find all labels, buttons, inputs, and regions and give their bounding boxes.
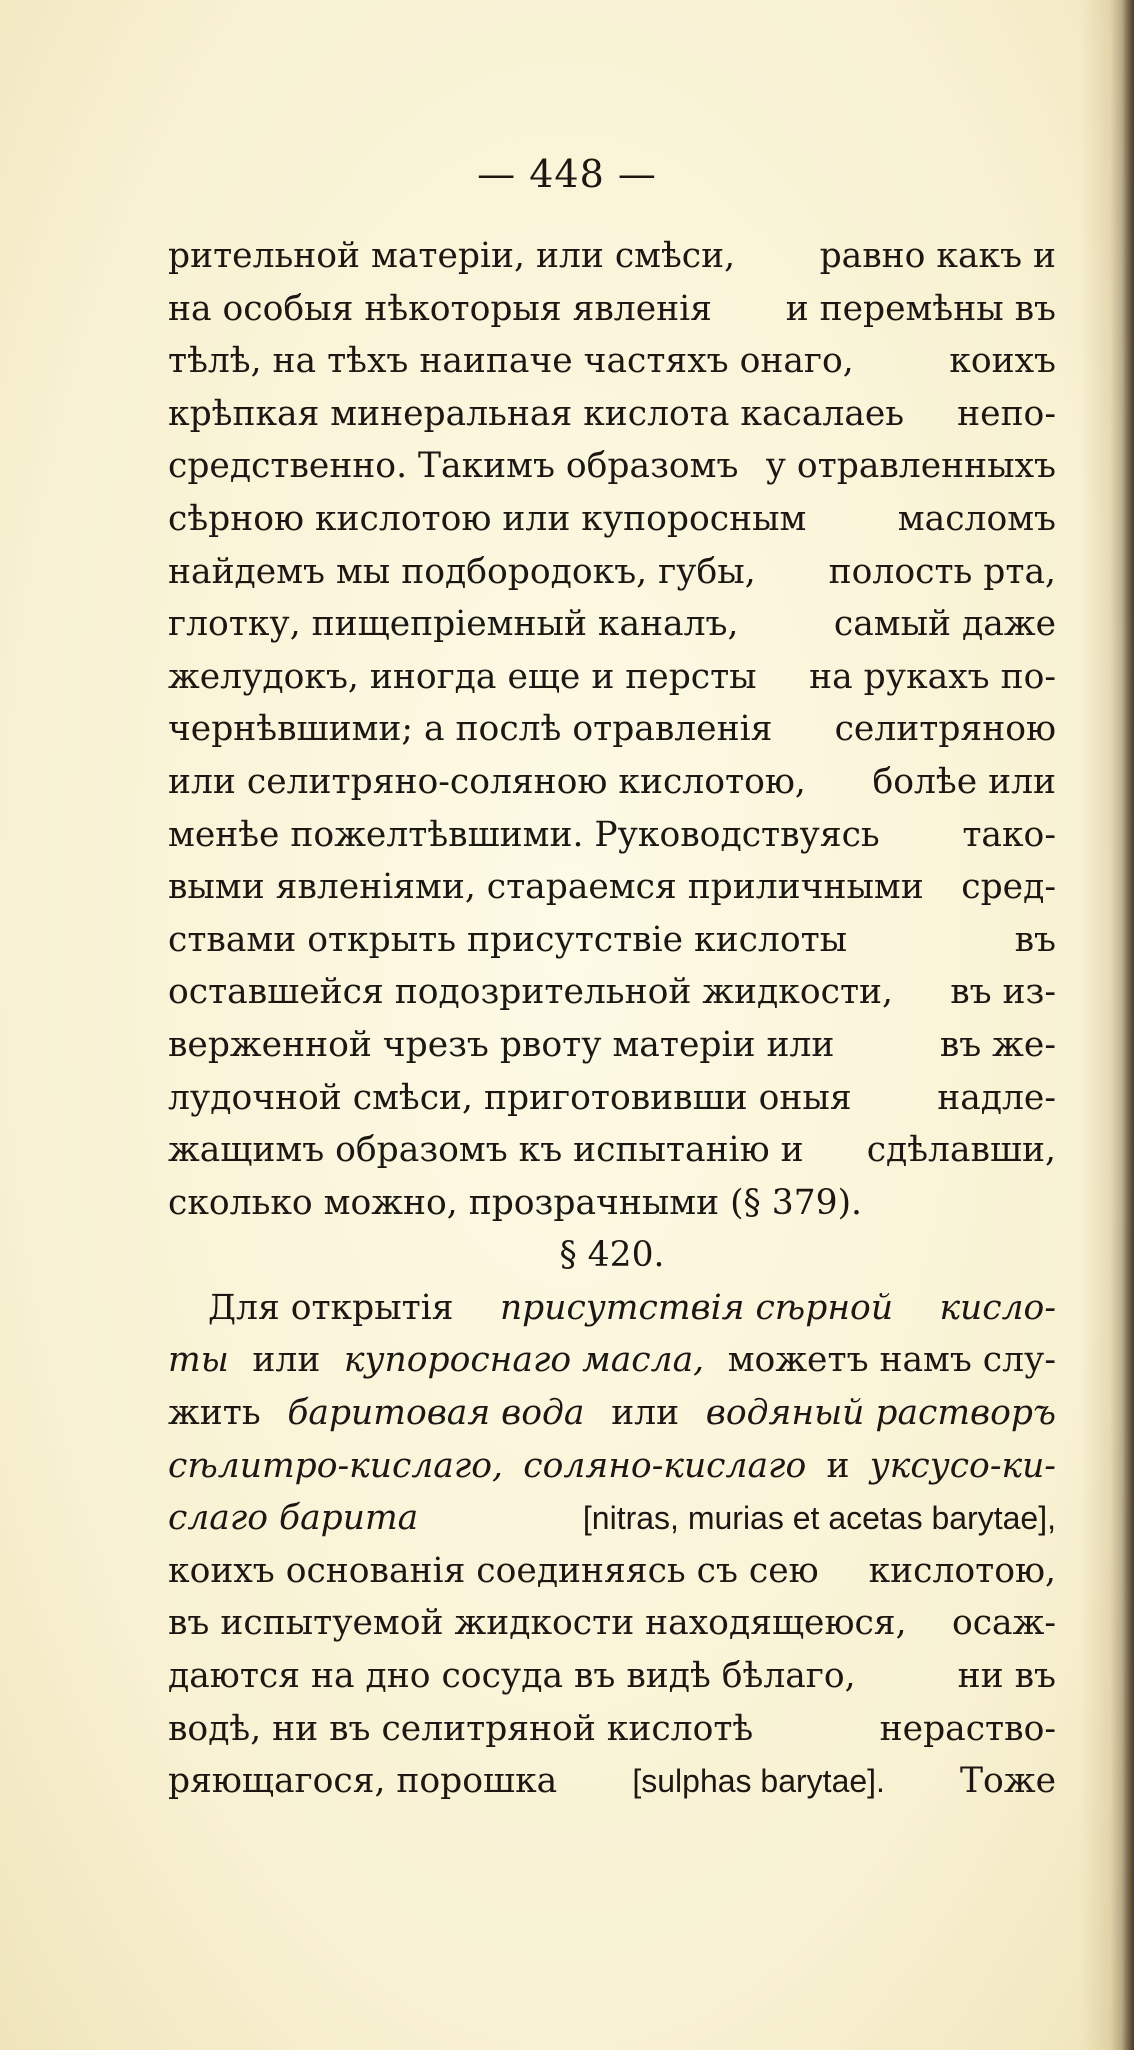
- text-line: сколько можно, прозрачными (§ 379).: [168, 1182, 863, 1223]
- text-line: ты или купороснаго масла, можетъ намъ слу-: [168, 1340, 1056, 1381]
- text-line: слаго барита [nitras, murias et acetas barytae],: [168, 1498, 1056, 1539]
- text-line: выми явленіями, стараемся приличными сред-: [168, 867, 1056, 908]
- page-text: [168, 230, 1056, 1808]
- text-line: на особыя нѣкоторыя явленія и перемѣны въ: [168, 288, 1056, 329]
- text-line: сѣрною кислотою или купоросным масломъ: [168, 498, 1056, 539]
- text-line: въ испытуемой жидкости находящеюся, осаж-: [168, 1603, 1056, 1644]
- text-line: найдемъ мы подбородокъ, губы, полость рта,: [168, 551, 1056, 592]
- text-line: оставшейся подозрительной жидкости, въ из-: [168, 972, 1056, 1013]
- text-line: лудочной смѣси, приготовивши оныя надле-: [168, 1077, 1056, 1118]
- text-line: крѣпкая минеральная кислота касалаеь непо-: [168, 393, 1056, 434]
- text-line: сѣлитро-кислаго, соляно-кислаго и уксусо-ки-: [168, 1445, 1056, 1486]
- text-line: тѣлѣ, на тѣхъ наипаче частяхъ онаго, коихъ: [168, 341, 1056, 382]
- page-edge-shadow: [1122, 0, 1134, 2050]
- text-line: водѣ, ни въ селитряной кислотѣ нераство-: [168, 1708, 1056, 1749]
- text-line: Для открытія присутствія сѣрной кисло-: [208, 1287, 1056, 1328]
- section-heading: § 420.: [559, 1235, 665, 1276]
- text-line: рительной матеріи, или смѣси, равно какъ и: [168, 236, 1056, 276]
- text-line: чернѣвшими; а послѣ отравленія селитряною: [168, 709, 1056, 750]
- text-line: верженной чрезъ рвоту матеріи или въ же-: [168, 1024, 1056, 1065]
- text-line: коихъ основанія соединяясь съ сею кислотою,: [168, 1550, 1056, 1591]
- text-line: ряющагося, порошка [sulphas barytae]. Тоже: [168, 1761, 1056, 1802]
- text-line: даются на дно сосуда въ видѣ бѣлаго, ни въ: [168, 1656, 1056, 1697]
- text-line: средственно. Такимъ образомъ у отравленныхъ: [168, 446, 1056, 487]
- text-line: менѣе пожелтѣвшими. Руководствуясь тако-: [168, 814, 1056, 855]
- text-line: желудокъ, иногда еще и персты на рукахъ по-: [168, 656, 1056, 697]
- text-line: жащимъ образомъ къ испытанію и сдѣлавши,: [168, 1130, 1056, 1171]
- page-number: — 448 —: [477, 152, 657, 196]
- text-line: или селитряно-соляною кислотою, болѣе или: [168, 761, 1056, 802]
- text-line: жить баритовая вода или водяный растворъ: [168, 1393, 1056, 1434]
- text-line: ствами открыть присутствіе кислоты въ: [168, 919, 1056, 960]
- text-line: глотку, пищепріемный каналъ, самый даже: [168, 604, 1056, 645]
